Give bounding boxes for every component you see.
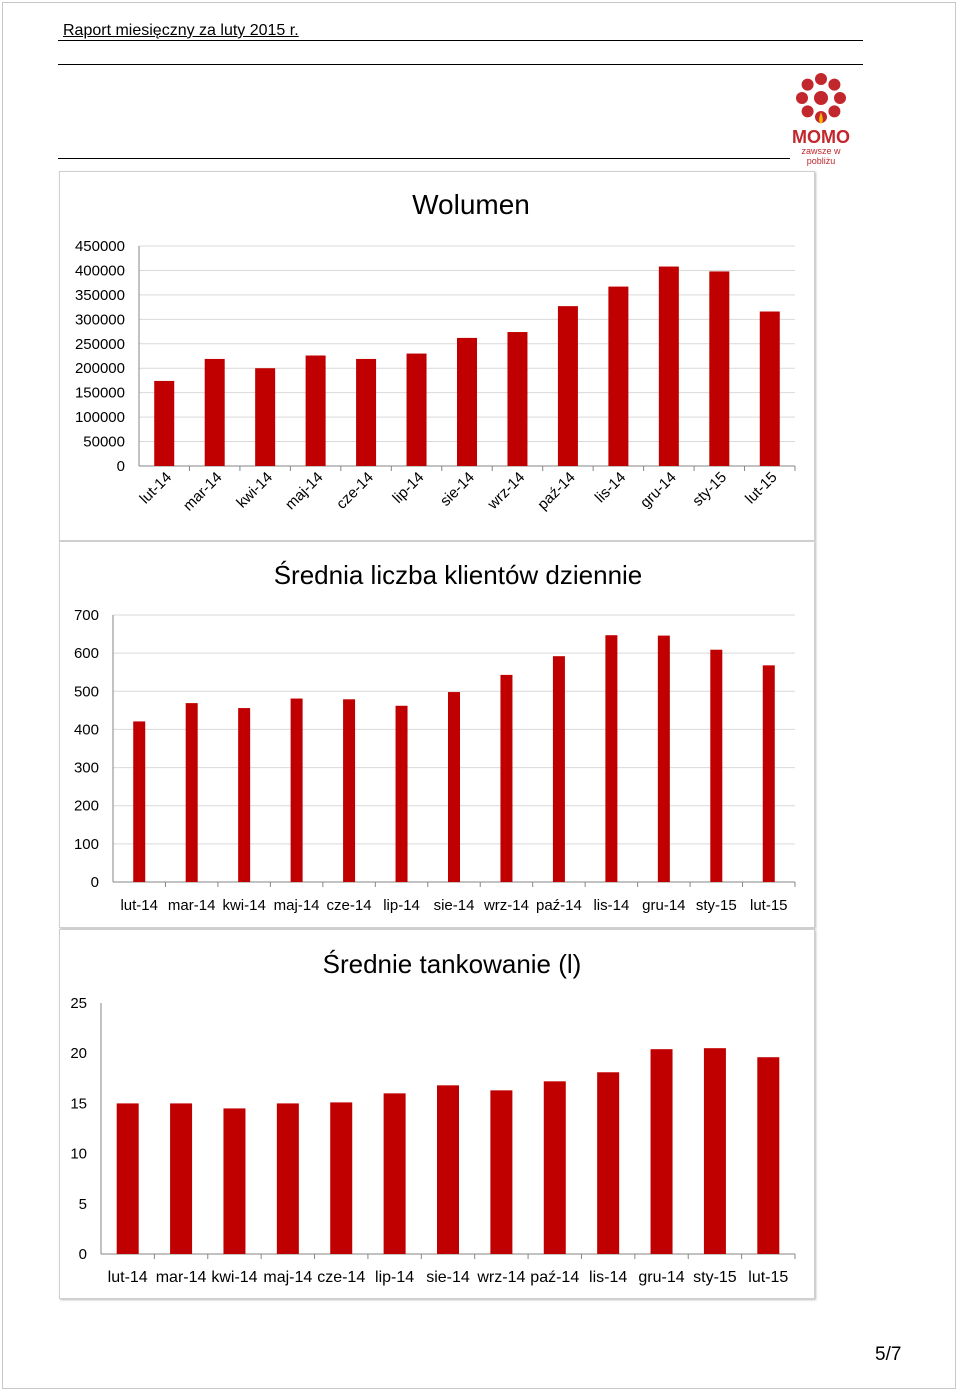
x-tick-label: paź-14 — [530, 1269, 580, 1286]
bar — [291, 699, 303, 882]
bar — [704, 1048, 726, 1254]
x-tick-label: mar-14 — [155, 1269, 207, 1286]
bar — [154, 381, 174, 466]
x-tick-label: cze-14 — [333, 468, 377, 513]
bar — [186, 703, 198, 882]
x-tick-label: sty-15 — [693, 1269, 737, 1286]
y-tick-label: 100000 — [74, 409, 125, 427]
x-tick-label: cze-14 — [326, 897, 372, 914]
volume-chart — [59, 171, 815, 541]
x-tick-label: lis-14 — [589, 1269, 628, 1286]
y-tick-label: 100 — [73, 835, 99, 853]
header-rule-bottom — [58, 158, 790, 159]
x-tick-label: cze-14 — [317, 1269, 366, 1286]
y-tick-label: 600 — [73, 645, 99, 663]
x-tick-label: lut-14 — [120, 897, 158, 914]
x-tick-label: kwi-14 — [233, 468, 276, 512]
bar — [597, 1072, 619, 1254]
bar — [384, 1093, 406, 1254]
x-tick-label: lut-14 — [136, 468, 176, 508]
bar — [490, 1090, 512, 1254]
header-rule-top — [58, 40, 863, 41]
y-tick-label: 25 — [70, 995, 87, 1012]
bar — [658, 636, 670, 882]
x-tick-label: lis-14 — [593, 897, 630, 914]
bar — [396, 706, 408, 882]
bar — [277, 1103, 299, 1254]
y-tick-label: 20 — [70, 1045, 87, 1063]
bar — [608, 287, 628, 466]
logo-brand: MOMO — [792, 127, 850, 147]
y-tick-label: 150000 — [74, 384, 125, 402]
bar — [605, 635, 617, 882]
x-tick-label: mar-14 — [179, 468, 226, 515]
x-tick-label: lip-14 — [375, 1269, 415, 1286]
x-tick-label: lut-15 — [748, 1269, 789, 1286]
y-tick-label: 0 — [116, 458, 125, 475]
bar — [255, 368, 275, 466]
x-tick-label: maj-14 — [281, 468, 327, 514]
bar — [757, 1057, 779, 1254]
y-tick-label: 350000 — [74, 286, 125, 304]
y-tick-label: 0 — [90, 874, 99, 891]
volume-chart-svg — [60, 172, 814, 540]
bar — [448, 692, 460, 882]
header-rule-middle — [58, 64, 863, 65]
bar — [651, 1049, 673, 1254]
x-tick-label: wrz-14 — [484, 468, 529, 513]
bar — [659, 267, 679, 466]
bar — [553, 656, 565, 882]
x-tick-label: wrz-14 — [483, 897, 529, 914]
x-tick-label: gru-14 — [636, 468, 680, 512]
bar — [330, 1102, 352, 1254]
y-tick-label: 0 — [78, 1246, 87, 1263]
x-tick-label: kwi-14 — [222, 897, 266, 914]
bar — [223, 1108, 245, 1254]
chart-title: Średnia liczba klientów dziennie — [273, 560, 643, 590]
bar — [117, 1103, 139, 1254]
y-tick-label: 400 — [73, 721, 99, 739]
logo-tagline: zawsze w pobliżu — [801, 146, 841, 166]
refuel-chart-svg — [60, 930, 814, 1298]
x-tick-label: gru-14 — [642, 897, 686, 914]
chart-title: Średnie tankowanie (l) — [322, 949, 582, 979]
y-tick-label: 15 — [70, 1095, 87, 1113]
bar — [133, 721, 145, 882]
bar — [507, 332, 527, 466]
x-tick-label: maj-14 — [263, 1269, 313, 1286]
bar — [500, 675, 512, 882]
x-tick-label: lut-14 — [107, 1269, 148, 1286]
bar — [558, 306, 578, 466]
bar — [407, 354, 427, 466]
x-tick-label: sty-15 — [695, 897, 737, 914]
y-tick-label: 5 — [78, 1195, 87, 1213]
report-title: Raport miesięczny za luty 2015 r. — [63, 22, 299, 39]
x-tick-label: lut-15 — [742, 468, 781, 508]
clients-chart — [59, 541, 815, 928]
page-number: 5/7 — [875, 1344, 902, 1365]
bar — [709, 271, 729, 466]
x-tick-label: paź-14 — [534, 468, 579, 514]
x-tick-label: kwi-14 — [211, 1269, 258, 1286]
x-tick-label: sie-14 — [436, 468, 478, 510]
x-tick-label: sie-14 — [426, 1269, 470, 1286]
clients-chart-svg — [60, 542, 814, 927]
y-tick-label: 10 — [70, 1145, 87, 1163]
bar — [205, 359, 225, 466]
bar — [457, 338, 477, 466]
bar — [710, 650, 722, 882]
y-tick-label: 200000 — [74, 360, 125, 378]
bar — [238, 708, 250, 882]
y-tick-label: 450000 — [74, 238, 125, 255]
x-tick-label: sty-15 — [689, 468, 731, 510]
x-tick-label: maj-14 — [273, 897, 320, 914]
x-tick-label: gru-14 — [638, 1269, 685, 1286]
y-tick-label: 50000 — [83, 433, 125, 451]
bar — [306, 356, 326, 466]
chart-title: Wolumen — [412, 189, 530, 220]
y-tick-label: 300000 — [74, 311, 125, 329]
bar — [343, 699, 355, 882]
x-tick-label: lip-14 — [389, 468, 428, 507]
x-tick-label: sie-14 — [433, 897, 475, 914]
refuel-chart — [59, 929, 815, 1299]
y-tick-label: 300 — [73, 759, 99, 777]
bar — [544, 1081, 566, 1254]
bar — [760, 312, 780, 466]
x-tick-label: lis-14 — [591, 468, 630, 507]
y-tick-label: 200 — [73, 797, 99, 815]
y-tick-label: 500 — [73, 683, 99, 701]
y-tick-label: 700 — [73, 607, 99, 624]
x-tick-label: paź-14 — [535, 897, 582, 914]
x-tick-label: mar-14 — [167, 897, 216, 914]
bar — [437, 1085, 459, 1254]
momo-logo — [788, 70, 858, 166]
x-tick-label: lut-15 — [750, 897, 788, 914]
y-tick-label: 250000 — [74, 335, 125, 353]
flower-logo-icon — [788, 70, 854, 130]
x-tick-label: lip-14 — [383, 897, 420, 914]
x-tick-label: wrz-14 — [477, 1269, 526, 1286]
bar — [170, 1103, 192, 1254]
bar — [356, 359, 376, 466]
bar — [763, 665, 775, 882]
y-tick-label: 400000 — [74, 262, 125, 280]
